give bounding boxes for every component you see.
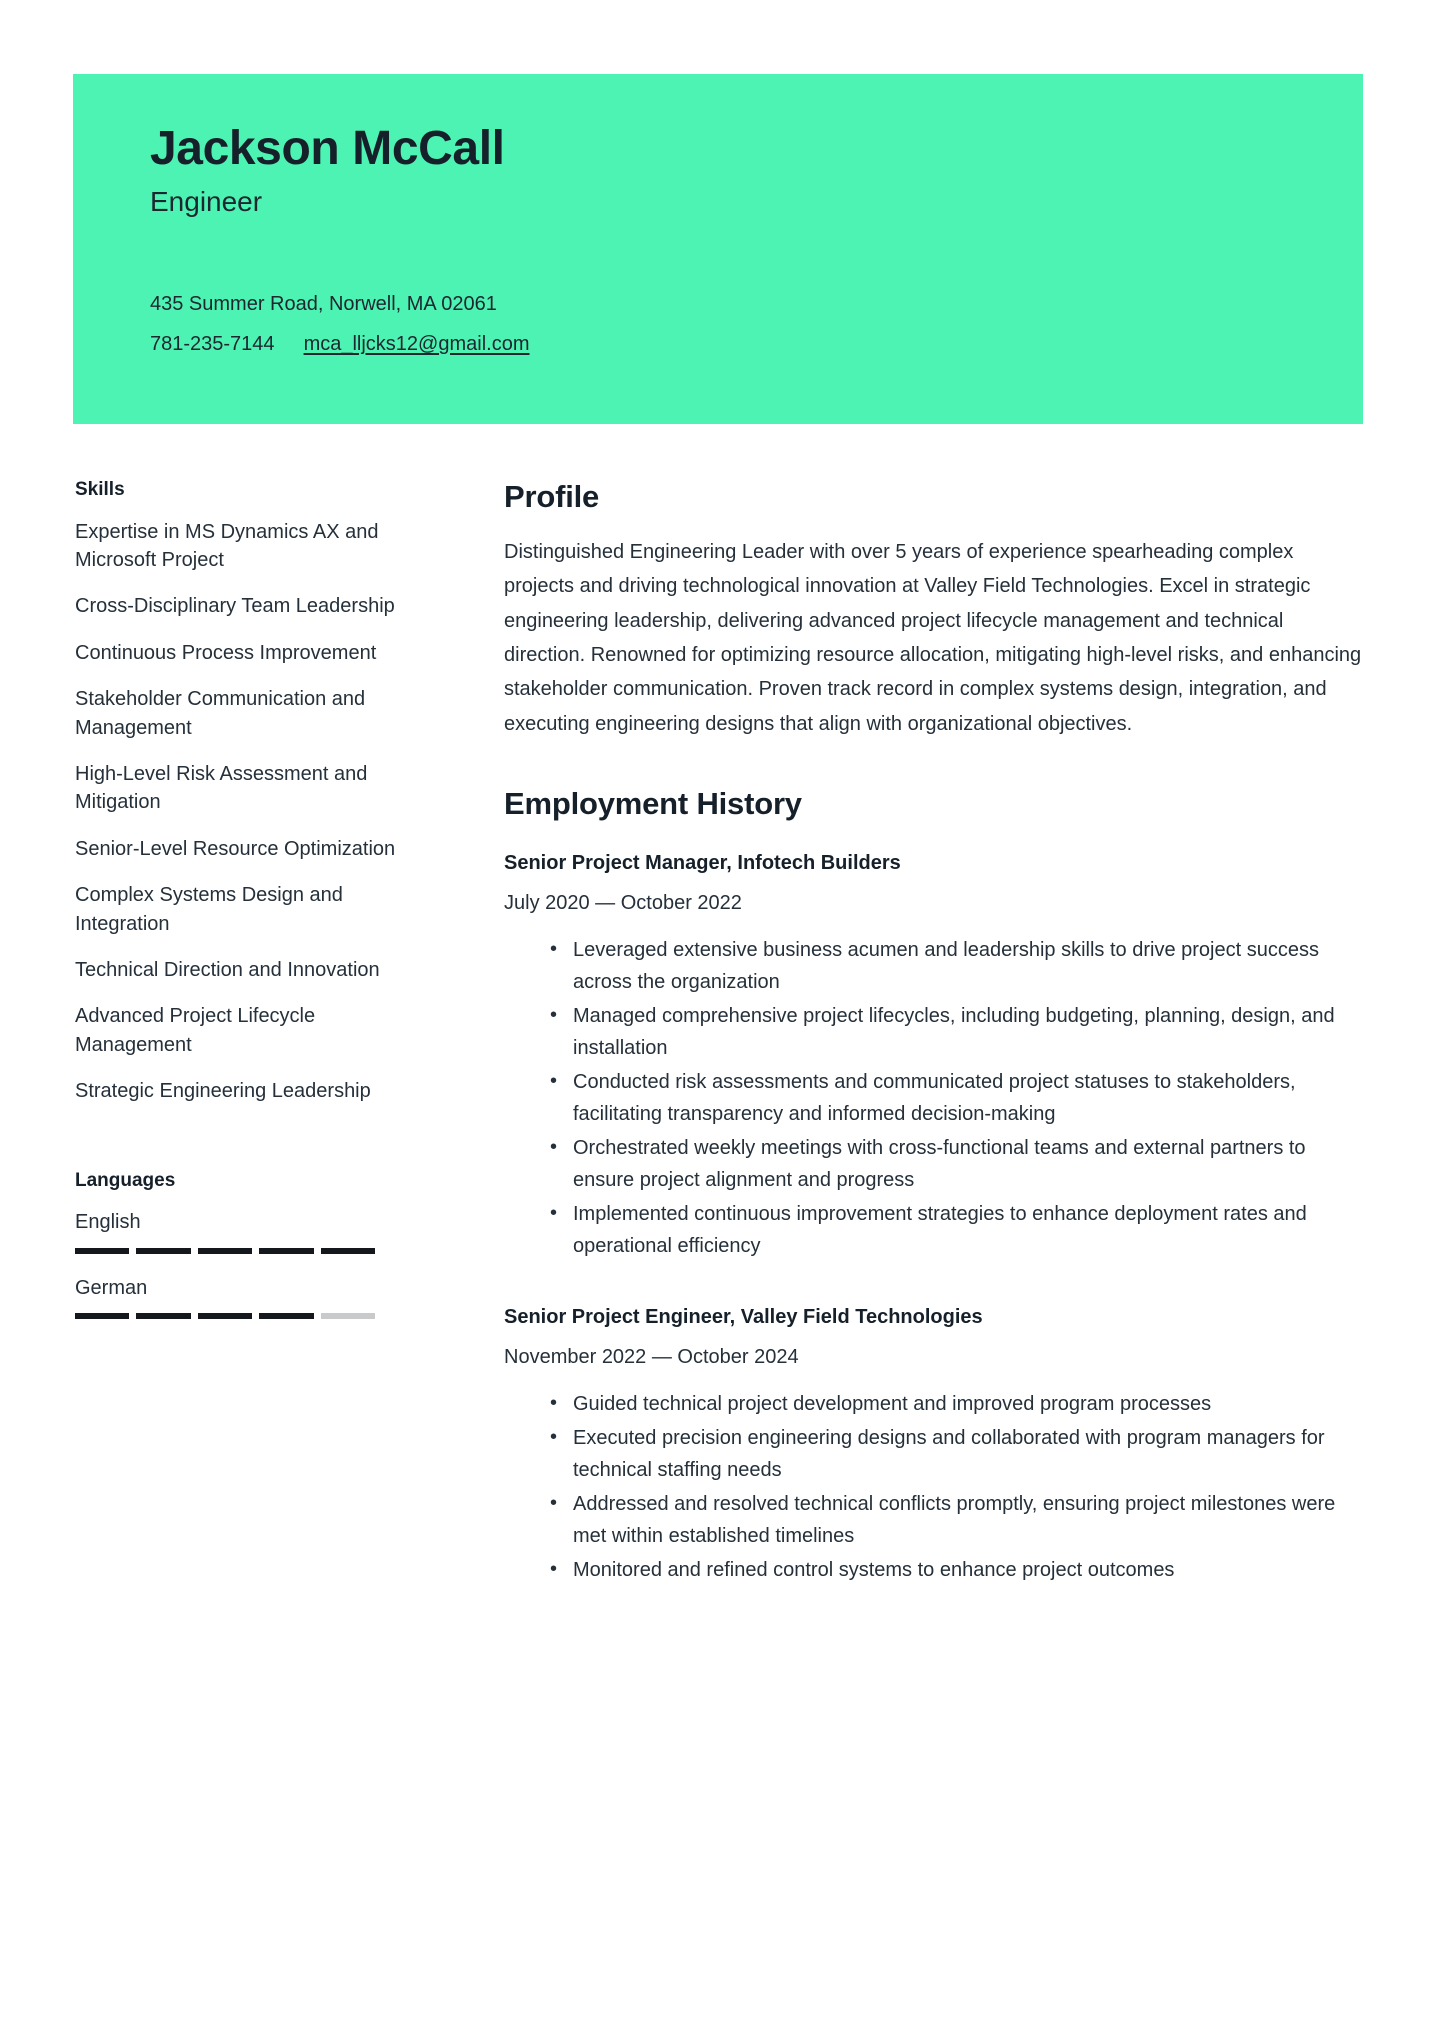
skill-item: Strategic Engineering Leadership [75, 1080, 371, 1103]
language-level-segment [198, 1313, 252, 1319]
job-date-range: July 2020 — October 2022 [504, 891, 742, 914]
job-bullet-list [504, 934, 1364, 1262]
resume-header-band [73, 74, 1363, 424]
contact-phone: 781-235-7144 [150, 333, 275, 356]
resume-body [0, 478, 1440, 1588]
language-row [75, 1274, 405, 1319]
language-level-bar [75, 1248, 375, 1254]
contact-phone-email-line [150, 327, 1363, 362]
sidebar-column [75, 478, 405, 1319]
language-level-segment [321, 1313, 375, 1319]
contact-address: 435 Summer Road, Norwell, MA 02061 [150, 293, 497, 316]
skill-item: Cross-Disciplinary Team Leadership [75, 595, 395, 618]
job-bullet-list [504, 1388, 1364, 1586]
languages-heading: Languages [75, 1169, 176, 1191]
language-level-segment [321, 1248, 375, 1254]
skills-heading: Skills [75, 479, 125, 500]
contact-details [150, 287, 1363, 362]
employment-section [504, 785, 1364, 1586]
main-column [504, 478, 1364, 1588]
job-date-range: November 2022 — October 2024 [504, 1345, 799, 1368]
job-bullet: • Orchestrated weekly meetings with cross-functional teams and external partners to ensure project alignment and progress [550, 1132, 1364, 1196]
candidate-job-title: Engineer [150, 185, 263, 217]
language-level-segment [198, 1248, 252, 1254]
profile-paragraph: Distinguished Engineering Leader with over 5 years of experience spearheading complex projects and driving technological innovation at Valley Field Technologies. Excel in strategic engineering leadership, delivering advanced project lifecycle management and technical direction. Renowned for optimizing resource allocation, mitigating high-level risks, and enhancing stakeholder communication. Proven track record in complex systems design, integration, and executing engineering designs that align with organizational objectives. [504, 540, 1362, 735]
language-level-segment [136, 1313, 190, 1319]
candidate-name: Jackson McCall [150, 122, 505, 175]
job-role-title: Senior Project Manager, Infotech Builders [504, 851, 901, 874]
job-bullet: • Guided technical project development and improved program processes [550, 1388, 1364, 1420]
skill-item: Continuous Process Improvement [75, 641, 377, 664]
language-name: German [75, 1276, 148, 1299]
header-content [73, 74, 1363, 362]
contact-address-line [150, 287, 1363, 322]
employment-heading: Employment History [504, 786, 802, 822]
skills-list [75, 518, 405, 1106]
employment-entry [504, 1303, 1364, 1586]
language-level-segment [75, 1313, 129, 1319]
skill-item: Stakeholder Communication and Management [75, 688, 366, 739]
skill-item: Technical Direction and Innovation [75, 958, 380, 981]
language-level-bar [75, 1313, 375, 1319]
job-bullet: • Leveraged extensive business acumen and leadership skills to drive project success across the organization [550, 934, 1364, 998]
language-level-segment [259, 1248, 313, 1254]
job-bullet: • Conducted risk assessments and communicated project statuses to stakeholders, facilitating transparency and informed decision-making [550, 1066, 1364, 1130]
job-bullet: • Implemented continuous improvement strategies to enhance deployment rates and operational efficiency [550, 1198, 1364, 1262]
skill-item: Advanced Project Lifecycle Management [75, 1005, 316, 1056]
skill-item: High-Level Risk Assessment and Mitigation [75, 763, 368, 814]
job-bullet: • Managed comprehensive project lifecycles, including budgeting, planning, design, and installation [550, 1000, 1364, 1064]
skill-item: Senior-Level Resource Optimization [75, 837, 396, 860]
language-level-segment [259, 1313, 313, 1319]
skill-item: Expertise in MS Dynamics AX and Microsoft Project [75, 520, 379, 572]
job-bullet: • Addressed and resolved technical conflicts promptly, ensuring project milestones were met within established timelines [550, 1488, 1364, 1552]
language-name: English [75, 1211, 141, 1234]
profile-section [504, 478, 1364, 741]
job-bullet: • Monitored and refined control systems to enhance project outcomes [550, 1554, 1364, 1586]
profile-heading: Profile [504, 479, 600, 514]
language-level-segment [75, 1248, 129, 1254]
skill-item: Complex Systems Design and Integration [75, 884, 343, 935]
employment-entry [504, 849, 1364, 1262]
job-bullet: • Executed precision engineering designs and collaborated with program managers for technical staffing needs [550, 1422, 1364, 1486]
job-role-title: Senior Project Engineer, Valley Field Technologies [504, 1305, 983, 1328]
language-row [75, 1208, 405, 1253]
languages-section [75, 1169, 405, 1319]
language-level-segment [136, 1248, 190, 1254]
contact-email-link[interactable]: mca_lljcks12@gmail.com [303, 333, 530, 356]
